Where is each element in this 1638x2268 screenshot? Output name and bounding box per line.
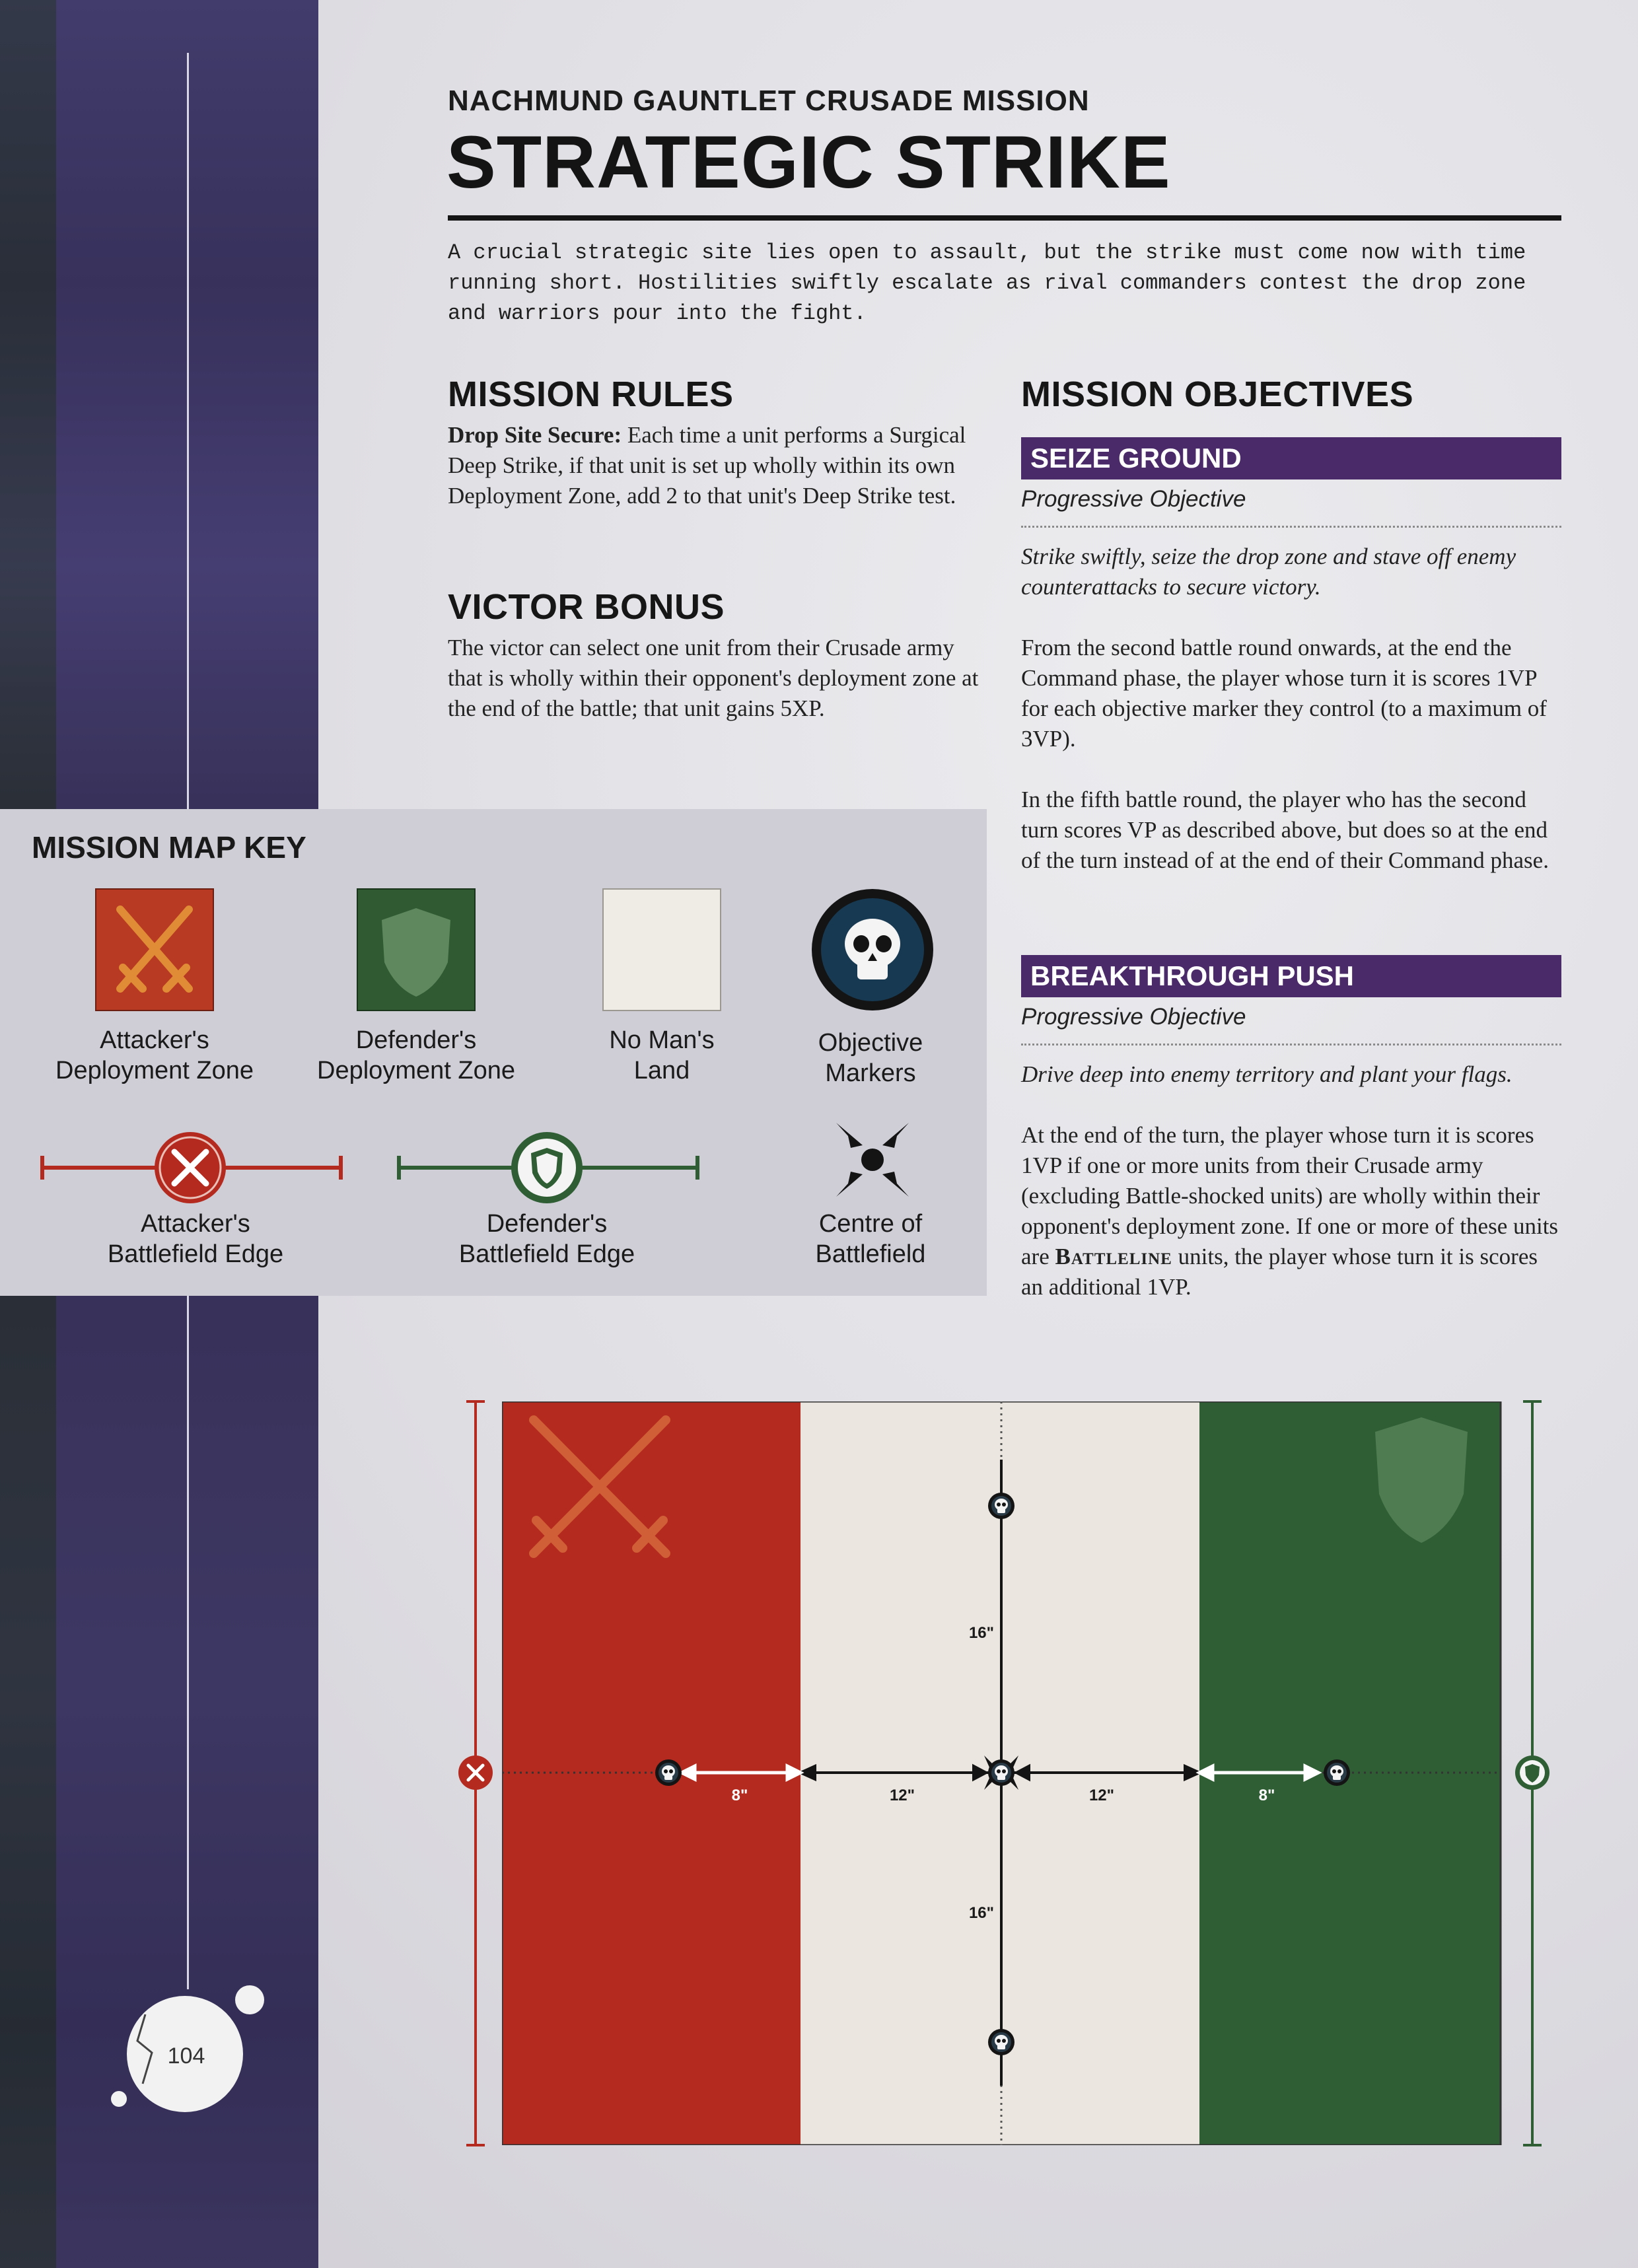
objective-rule-text: In the fifth battle round, the player who has the second turn scores VP as described above, but does so at the end of the turn instead of at the end of their Command phase. bbox=[1021, 787, 1549, 873]
battlefield-map bbox=[502, 1401, 1506, 2145]
defender-edge-marker bbox=[1511, 1399, 1553, 2148]
defender-edge-icon bbox=[394, 1129, 704, 1209]
rule-text-b: units, the player whose turn it is scores an additional 1VP. bbox=[1021, 1244, 1538, 1300]
objective-title-seize-ground: SEIZE GROUND bbox=[1021, 437, 1561, 479]
objective-type: Progressive Objective bbox=[1021, 486, 1246, 512]
no-mans-land-swatch bbox=[602, 888, 721, 1011]
distance-label: 8" bbox=[731, 1787, 748, 1804]
distance-label: 12" bbox=[1088, 1787, 1115, 1804]
title-rule bbox=[448, 215, 1561, 221]
objective-rule-text bbox=[1021, 1120, 1561, 1302]
map-key-title: MISSION MAP KEY bbox=[32, 830, 306, 865]
attacker-edge-marker bbox=[456, 1399, 498, 2148]
mission-objectives-heading: MISSION OBJECTIVES bbox=[1021, 374, 1414, 414]
battlefield-map-svg bbox=[502, 1401, 1506, 2145]
rule-text-a: At the end of the turn, the player whose turn it is scores 1VP if one or more units from their Crusade army (excluding Battle-shocked units) are wholly within their opponent's deployment zone. If one or more of these units are bbox=[1021, 1122, 1559, 1269]
rule-text: Each time a unit performs a Surgical Deep Strike, if that unit is set up wholly within its own Deployment Zone, add 2 to that unit's Deep Strike test. bbox=[448, 422, 966, 509]
distance-label: 12" bbox=[889, 1787, 915, 1804]
defender-zone-label: Defender's Deployment Zone bbox=[317, 1026, 515, 1084]
objective-type: Progressive Objective bbox=[1021, 1004, 1246, 1030]
divider bbox=[1021, 1044, 1561, 1045]
centre-of-battlefield-icon bbox=[823, 1114, 922, 1209]
page-title: STRATEGIC STRIKE bbox=[446, 121, 1171, 203]
page-number-badge bbox=[106, 1975, 277, 2127]
mission-rules-text bbox=[448, 420, 989, 511]
attacker-zone-swatch bbox=[95, 888, 214, 1011]
objective-marker-icon bbox=[988, 1493, 1015, 1519]
divider bbox=[1021, 526, 1561, 528]
distance-label: 16" bbox=[968, 1624, 995, 1642]
side-artwork-line bbox=[187, 53, 189, 809]
keyword-battleline: Battleline bbox=[1055, 1244, 1172, 1269]
attacker-edge-icon bbox=[37, 1129, 347, 1209]
rule-name: Drop Site Secure: bbox=[448, 422, 622, 448]
objective-markers-label: Objective Markers bbox=[818, 1029, 923, 1087]
objective-marker-icon bbox=[810, 887, 935, 1012]
centre-label: Centre of Battlefield bbox=[815, 1210, 926, 1268]
objective-flavour: Drive deep into enemy territory and plant your flags. bbox=[1021, 1061, 1513, 1087]
attacker-zone-label: Attacker's Deployment Zone bbox=[55, 1026, 254, 1084]
mission-rules-heading: MISSION RULES bbox=[448, 374, 734, 414]
no-mans-land-label: No Man's Land bbox=[609, 1026, 715, 1084]
side-artwork-edge bbox=[0, 1296, 56, 2268]
side-artwork-line bbox=[187, 1296, 189, 1989]
distance-label: 8" bbox=[1258, 1787, 1275, 1804]
attacker-edge-label: Attacker's Battlefield Edge bbox=[107, 1210, 284, 1268]
objective-marker-icon bbox=[655, 1759, 682, 1786]
objective-marker-icon bbox=[988, 2029, 1015, 2055]
side-artwork-edge bbox=[0, 0, 56, 809]
crossed-swords-icon bbox=[96, 890, 213, 1010]
objective-rule-text: From the second battle round onwards, at the end the Command phase, the player whose turn it is scores 1VP for each objective marker they control (to a maximum of 3VP). bbox=[1021, 635, 1547, 752]
shield-icon bbox=[358, 890, 474, 1010]
objective-marker-icon bbox=[1324, 1759, 1350, 1786]
mission-kicker: NACHMUND GAUNTLET CRUSADE MISSION bbox=[448, 85, 1090, 117]
intro-text: A crucial strategic site lies open to assault, but the strike must come now with time running short. Hostilities swiftly escalate as rival commanders contest the drop zone and warriors pour into the fight. bbox=[448, 240, 1526, 326]
victor-bonus-text: The victor can select one unit from their Crusade army that is wholly within their opponent's deployment zone at the end of the battle; that unit gains 5XP. bbox=[448, 635, 979, 721]
defender-edge-label: Defender's Battlefield Edge bbox=[458, 1210, 635, 1268]
objective-flavour: Strike swiftly, seize the drop zone and stave off enemy counterattacks to secure victory. bbox=[1021, 544, 1516, 600]
page-number: 104 bbox=[167, 2043, 205, 2069]
victor-bonus-heading: VICTOR BONUS bbox=[448, 587, 725, 627]
objective-title-breakthrough-push: BREAKTHROUGH PUSH bbox=[1021, 955, 1561, 997]
distance-label: 16" bbox=[968, 1904, 995, 1922]
defender-zone-swatch bbox=[357, 888, 476, 1011]
